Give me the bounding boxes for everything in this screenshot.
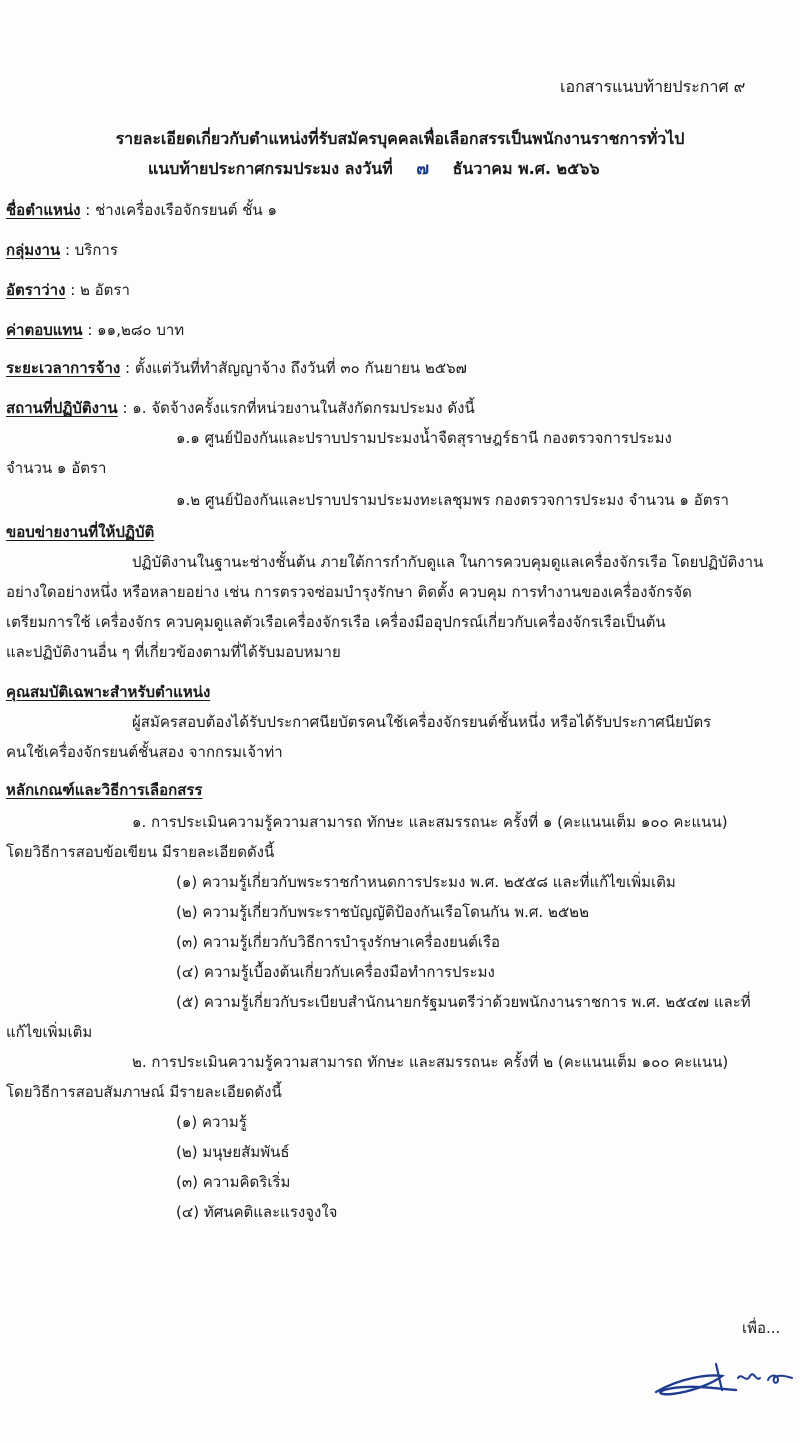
criteria-heading: หลักเกณฑ์และวิธีการเลือกสรร — [6, 781, 203, 799]
place-item-1-1: ๑.๑ ศูนย์ป้องกันและปราบปรามประมงน้ำจืดสุราษฎร์ธานี กองตรวจการประมง — [176, 429, 672, 447]
criteria-1-item-cont: แก้ไขเพิ่มเติม — [6, 1023, 93, 1041]
place-row — [6, 398, 475, 419]
group-value: : บริการ — [64, 241, 118, 259]
place-label: สถานที่ปฏิบัติงาน — [6, 399, 118, 417]
criteria-2-item: (๑) ความรู้ — [176, 1113, 247, 1131]
qualification-line: คนใช้เครื่องจักรยนต์ชั้นสอง จากกรมเจ้าท่า — [6, 743, 283, 761]
continued-marker: เพื่อ... — [742, 1319, 781, 1337]
criteria-2-item: (๓) ความคิดริเริ่ม — [176, 1173, 291, 1191]
criteria-1-item: (๔) ความรู้เบื้องต้นเกี่ยวกับเครื่องมือทำการประมง — [176, 963, 495, 981]
criteria-1-line: โดยวิธีการสอบข้อเขียน มีรายละเอียดดังนี้ — [6, 843, 275, 861]
term-value: : ตั้งแต่วันที่ทำสัญญาจ้าง ถึงวันที่ ๓๐ กันยายน ๒๕๖๗ — [125, 359, 467, 377]
criteria-2-item: (๒) มนุษยสัมพันธ์ — [176, 1143, 290, 1161]
group-row — [6, 240, 118, 261]
title-suffix: ธันวาคม พ.ศ. ๒๕๖๖ — [452, 159, 600, 178]
document-title-line2 — [148, 158, 600, 182]
qualification-heading: คุณสมบัติเฉพาะสำหรับตำแหน่ง — [6, 683, 211, 701]
pay-label: ค่าตอบแทน — [6, 321, 83, 339]
criteria-2-line: ๒. การประเมินความรู้ความสามารถ ทักษะ และสมรรถนะ ครั้งที่ ๒ (คะแนนเต็ม ๑๐๐ คะแนน) — [132, 1053, 729, 1071]
title-prefix: แนบท้ายประกาศกรมประมง ลงวันที่ — [148, 159, 393, 178]
title-day-handwritten: ๗ — [416, 159, 430, 179]
qualification-line: ผู้สมัครสอบต้องได้รับประกาศนียบัตรคนใช้เครื่องจักรยนต์ชั้นหนึ่ง หรือได้รับประกาศนียบัตร — [132, 713, 712, 731]
criteria-2-item: (๔) ทัศนคติและแรงจูงใจ — [176, 1203, 338, 1221]
document-title-line1: รายละเอียดเกี่ยวกับตำแหน่งที่รับสมัครบุคคลเพื่อเลือกสรรเป็นพนักงานราชการทั่วไป — [115, 129, 685, 148]
group-label: กลุ่มงาน — [6, 241, 61, 259]
term-label: ระยะเวลาการจ้าง — [6, 359, 121, 377]
position-value: : ช่างเครื่องเรือจักรยนต์ ชั้น ๑ — [85, 201, 277, 219]
criteria-1-item: (๑) ความรู้เกี่ยวกับพระราชกำหนดการประมง พ.ศ. ๒๕๕๘ และที่แก้ไขเพิ่มเติม — [176, 873, 676, 891]
criteria-1-item: (๕) ความรู้เกี่ยวกับระเบียบสำนักนายกรัฐมนตรีว่าด้วยพนักงานราชการ พ.ศ. ๒๕๔๗ และที่ — [176, 993, 751, 1011]
scope-line: อย่างใดอย่างหนึ่ง หรือหลายอย่าง เช่น การตรวจซ่อมบำรุงรักษา ติดตั้ง ควบคุม การทำงานของเครื่องจักรจัด — [6, 583, 692, 601]
pay-row — [6, 320, 184, 341]
scope-line: เตรียมการใช้ เครื่องจักร ควบคุมดูแลตัวเรือเครื่องจักรเรือ เครื่องมืออุปกรณ์เกี่ยวกับเครื่องจักรเรือเป็นต้น — [6, 613, 666, 631]
vacancy-value: : ๒ อัตรา — [70, 281, 130, 299]
scope-line: และปฏิบัติงานอื่น ๆ ที่เกี่ยวข้องตามที่ได้รับมอบหมาย — [6, 643, 341, 661]
criteria-1-item: (๓) ความรู้เกี่ยวกับวิธีการบำรุงรักษาเครื่องยนต์เรือ — [176, 933, 501, 951]
pay-value: : ๑๑,๒๘๐ บาท — [87, 321, 185, 339]
term-row — [6, 358, 467, 379]
attachment-reference: เอกสารแนบท้ายประกาศ ๙ — [560, 77, 746, 96]
scope-line: ปฏิบัติงานในฐานะช่างชั้นต้น ภายใต้การกำกับดูแล ในการควบคุมดูแลเครื่องจักรเรือ โดยปฏิบัติงาน — [132, 553, 764, 571]
criteria-1-line: ๑. การประเมินความรู้ความสามารถ ทักษะ และสมรรถนะ ครั้งที่ ๑ (คะแนนเต็ม ๑๐๐ คะแนน) — [132, 813, 728, 831]
place-item-1-2: ๑.๒ ศูนย์ป้องกันและปราบปรามประมงทะเลชุมพร กองตรวจการประมง จำนวน ๑ อัตรา — [176, 491, 729, 509]
position-label: ชื่อตำแหน่ง — [6, 201, 81, 219]
signature-icon — [650, 1356, 798, 1402]
scope-heading: ขอบข่ายงานที่ให้ปฏิบัติ — [6, 523, 155, 541]
position-row — [6, 200, 277, 221]
criteria-2-line: โดยวิธีการสอบสัมภาษณ์ มีรายละเอียดดังนี้ — [6, 1083, 282, 1101]
vacancy-label: อัตราว่าง — [6, 281, 66, 299]
criteria-1-item: (๒) ความรู้เกี่ยวกับพระราชบัญญัติป้องกันเรือโดนกัน พ.ศ. ๒๕๒๒ — [176, 903, 589, 921]
place-value: : ๑. จัดจ้างครั้งแรกที่หน่วยงานในสังกัดกรมประมง ดังนี้ — [122, 399, 475, 417]
vacancy-row — [6, 280, 130, 301]
place-item-1-1-cont: จำนวน ๑ อัตรา — [6, 459, 107, 477]
